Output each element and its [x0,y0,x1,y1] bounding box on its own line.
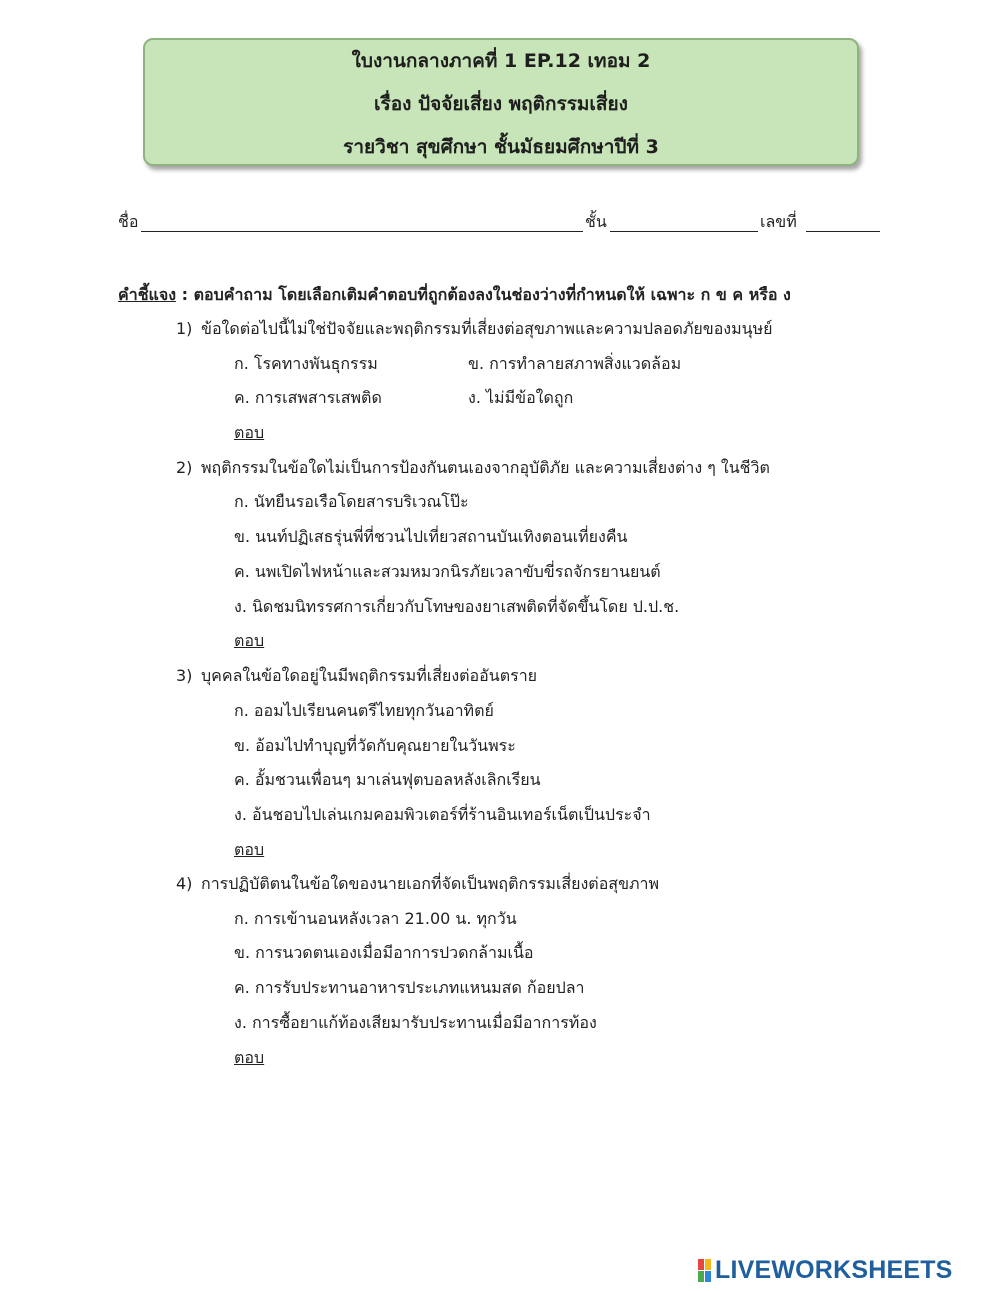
class-field[interactable] [610,231,758,232]
worksheet-header [143,38,859,166]
number-field[interactable] [806,231,880,232]
question-1-number: 1) [176,319,193,338]
number-label: เลขที่ [760,212,797,231]
q2-option-d: ง. นิดชมนิทรรศการเกี่ยวกับโทษของยาเสพติดที่จัดขึ้นโดย ป.ป.ช. [234,597,680,616]
q2-option-c: ค. นพเปิดไฟหน้าและสวมหมวกนิรภัยเวลาขับขี่รถจักรยานยนต์ [234,562,661,581]
liveworksheets-mark-icon [698,1259,711,1282]
question-4-text: การปฏิบัติตนในข้อใดของนายเอกที่จัดเป็นพฤติกรรมเสี่ยงต่อสุขภาพ [201,874,660,893]
liveworksheets-logo [698,1257,953,1283]
q1-option-a: ก. โรคทางพันธุกรรม [234,354,378,373]
q2-option-a: ก. นัทยืนรอเรือโดยสารบริเวณโป๊ะ [234,492,469,511]
header-title: ใบงานกลางภาคที่ 1 EP.12 เทอม 2 [351,50,651,72]
header-topic: เรื่อง ปัจจัยเสี่ยง พฤติกรรมเสี่ยง [374,93,628,115]
q3-option-d: ง. อ้นชอบไปเล่นเกมคอมพิวเตอร์ที่ร้านอินเทอร์เน็ตเป็นประจำ [234,805,651,824]
class-label: ชั้น [585,212,607,231]
question-1-text: ข้อใดต่อไปนี้ไม่ใช่ปัจจัยและพฤติกรรมที่เสี่ยงต่อสุขภาพและความปลอดภัยของมนุษย์ [201,319,773,338]
q4-answer-input[interactable] [270,1046,390,1068]
question-3-number: 3) [176,666,193,685]
q3-answer-input[interactable] [270,838,390,860]
name-label: ชื่อ [118,212,139,231]
q3-option-c: ค. อั้มชวนเพื่อนๆ มาเล่นฟุตบอลหลังเลิกเรียน [234,770,541,789]
q1-answer-input[interactable] [270,421,390,443]
q2-answer-label: ตอบ [234,631,265,650]
q1-answer-label: ตอบ [234,423,265,442]
name-field[interactable] [141,231,583,232]
q3-answer-label: ตอบ [234,840,265,859]
q4-option-d: ง. การซื้อยาแก้ท้องเสียมารับประทานเมื่อมีอาการท้อง [234,1013,597,1032]
header-subject: รายวิชา สุขศึกษา ชั้นมัธยมศึกษาปีที่ 3 [343,136,659,158]
instructions [118,285,791,305]
q4-option-c: ค. การรับประทานอาหารประเภทแหนมสด ก้อยปลา [234,978,585,997]
question-4-number: 4) [176,874,193,893]
question-2-number: 2) [176,458,193,477]
q2-option-b: ข. นนท์ปฏิเสธรุ่นพี่ที่ชวนไปเที่ยวสถานบันเทิงตอนเที่ยงคืน [234,527,628,546]
brand-name: LIVEWORKSHEETS [715,1255,953,1284]
q4-option-b: ข. การนวดตนเองเมื่อมีอาการปวดกล้ามเนื้อ [234,943,534,962]
q1-option-b: ข. การทำลายสภาพสิ่งแวดล้อม [468,354,682,373]
q1-option-c: ค. การเสพสารเสพติด [234,388,382,407]
q4-answer-label: ตอบ [234,1048,265,1067]
q2-answer-input[interactable] [270,629,390,651]
q3-option-b: ข. อ้อมไปทำบุญที่วัดกับคุณยายในวันพระ [234,736,516,755]
q1-option-d: ง. ไม่มีข้อใดถูก [468,388,574,407]
instructions-text: : ตอบคำถาม โดยเลือกเติมคำตอบที่ถูกต้องลงในช่องว่างที่กำหนดให้ เฉพาะ ก ข ค หรือ ง [176,285,791,304]
q3-option-a: ก. ออมไปเรียนคนตรีไทยทุกวันอาทิตย์ [234,701,494,720]
instructions-label: คำชี้แจง [118,285,177,304]
question-2-text: พฤติกรรมในข้อใดไม่เป็นการป้องกันตนเองจากอุบัติภัย และความเสี่ยงต่าง ๆ ในชีวิต [201,458,770,477]
q4-option-a: ก. การเข้านอนหลังเวลา 21.00 น. ทุกวัน [234,909,517,928]
question-3-text: บุคคลในข้อใดอยู่ในมีพฤติกรรมที่เสี่ยงต่ออันตราย [201,666,538,685]
